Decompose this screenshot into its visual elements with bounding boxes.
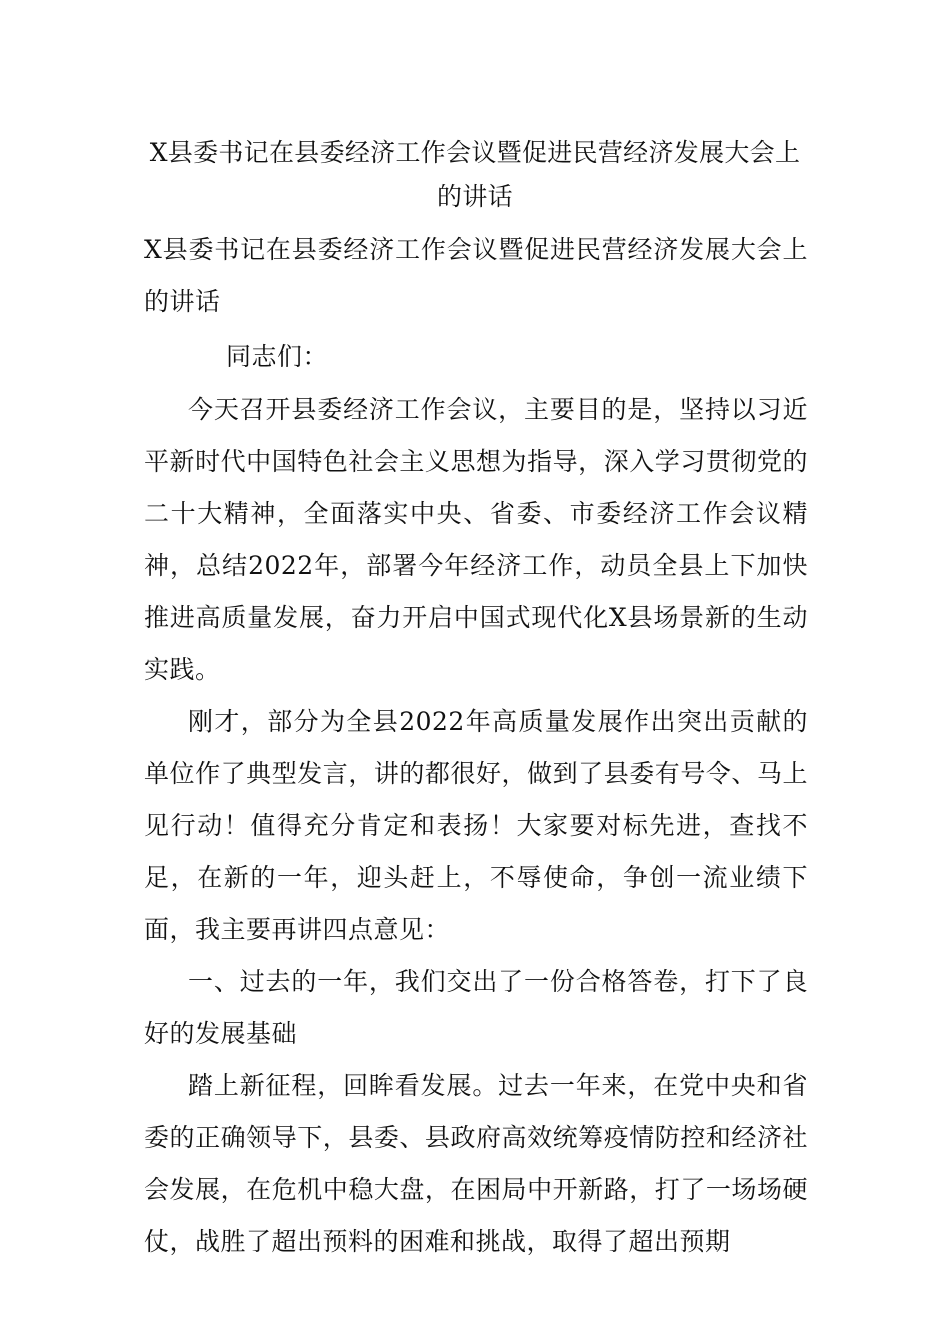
paragraph-commendation: 刚才，部分为全县2022年高质量发展作出突出贡献的单位作了典型发言，讲的都很好，做到了县委有号令、马上见行动！值得充分肯定和表扬！大家要对标先进，查找不足，在新的一年，迎头赶上，不辱使命，争创一流业绩下面，我主要再讲四点意见： <box>144 707 808 944</box>
paragraph-review: 踏上新征程，回眸看发展。过去一年来，在党中央和省委的正确领导下，县委、县政府高效统筹疫情防控和经济社会发展，在危机中稳大盘，在困局中开新路，打了一场场硬仗，战胜了超出预料的困难和挑战，取得了超出预期 <box>144 1071 808 1256</box>
document-title: X县委书记在县委经济工作会议暨促进民营经济发展大会上的讲话 <box>149 138 801 211</box>
document-body <box>144 224 808 1268</box>
paragraph-opening: 今天召开县委经济工作会议，主要目的是，坚持以习近平新时代中国特色社会主义思想为指导，深入学习贯彻党的二十大精神，全面落实中央、省委、市委经济工作会议精神，总结2022年，部署今年经济工作，动员全县上下加快推进高质量发展，奋力开启中国式现代化X县场景新的生动实践。 <box>144 395 808 684</box>
section-heading-one: 一、过去的一年，我们交出了一份合格答卷，打下了良好的发展基础 <box>144 967 808 1048</box>
document-subtitle: X县委书记在县委经济工作会议暨促进民营经济发展大会上的讲话 <box>144 235 808 316</box>
greeting-line: 同志们： <box>226 342 329 371</box>
